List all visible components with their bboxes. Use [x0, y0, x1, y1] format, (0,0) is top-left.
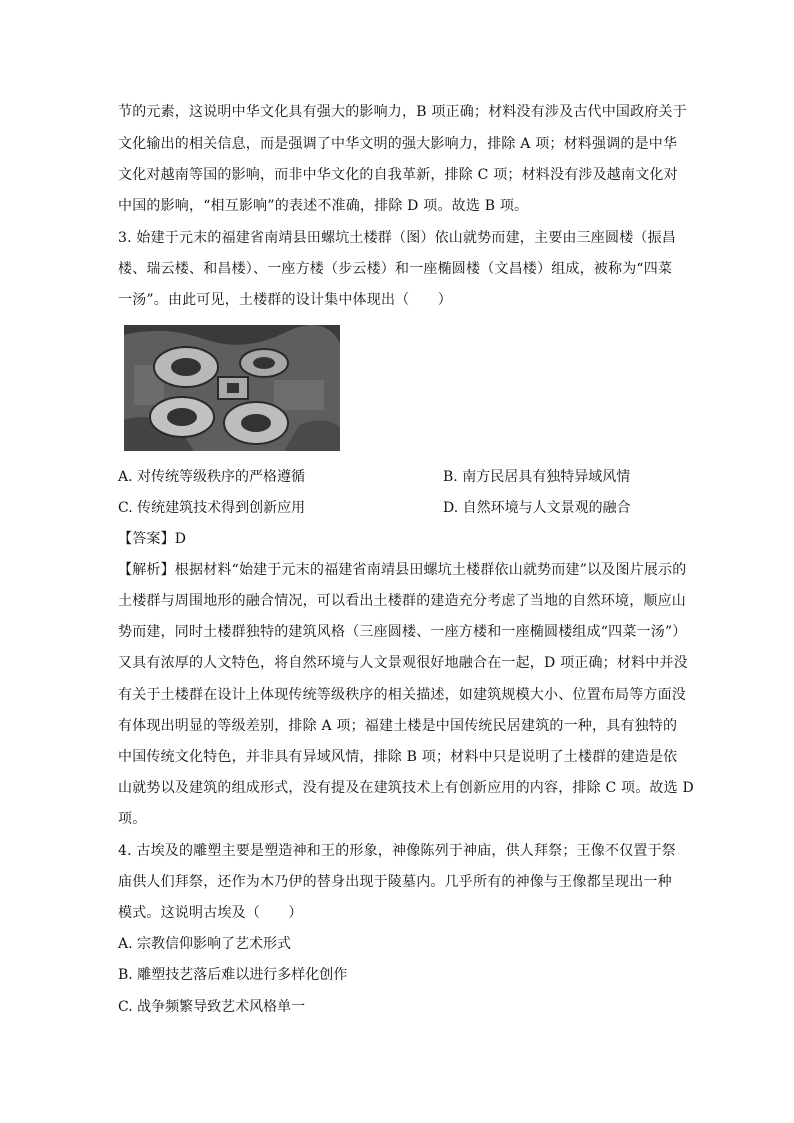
option-c: C. 传统建筑技术得到创新应用 [118, 500, 306, 516]
analysis-line: 有体现出明显的等级差别，排除 A 项；福建土楼是中国传统民居建筑的一种，具有独特的 [118, 718, 678, 734]
analysis-line: 土楼群与周围地形的融合情况，可以看出土楼群的建造充分考虑了当地的自然环境，顺应山 [118, 593, 686, 609]
question-3-stem: 一汤”。由此可见，土楼群的设计集中体现出（ ） [118, 292, 452, 308]
question-4-stem: 模式。这说明古埃及（ ） [118, 905, 303, 921]
analysis-line: 势而建，同时土楼群独特的建筑风格（三座圆楼、一座方楼和一座椭圆楼组成“四菜一汤”） [118, 624, 687, 640]
analysis-line: 有关于土楼群在设计上体现传统等级秩序的相关描述，如建筑规模大小、位置布局等方面没 [118, 687, 686, 703]
analysis-line: 又具有浓厚的人文特色，将自然环境与人文景观很好地融合在一起，D 项正确；材料中并没 [118, 655, 688, 671]
analysis-line: 中国传统文化特色，并非具有异域风情，排除 B 项；材料中只是说明了土楼群的建造是依 [118, 749, 678, 765]
option-c: C. 战争频繁导致艺术风格单一 [118, 999, 306, 1015]
analysis-line: 山就势以及建筑的组成形式，没有提及在建筑技术上有创新应用的内容，排除 C 项。故选 D [118, 780, 694, 796]
option-b: B. 南方民居具有独特异域风情 [443, 469, 631, 485]
answer-label: 【答案】D [118, 531, 187, 547]
question-3-stem: 3. 始建于元末的福建省南靖县田螺坑土楼群（图）依山就势而建，主要由三座圆楼（振昌 [118, 230, 677, 246]
option-a: A. 宗教信仰影响了艺术形式 [118, 936, 292, 952]
question-3-stem: 楼、瑞云楼、和昌楼）、一座方楼（步云楼）和一座椭圆楼（文昌楼）组成，被称为“四菜 [118, 261, 673, 277]
paragraph-line: 节的元素，这说明中华文化具有强大的影响力，B 项正确；材料没有涉及古代中国政府关于 [118, 104, 687, 120]
option-b: B. 雕塑技艺落后难以进行多样化创作 [118, 967, 348, 983]
option-a: A. 对传统等级秩序的严格遵循 [118, 469, 306, 485]
question-4-stem: 庙供人们拜祭，还作为木乃伊的替身出现于陵墓内。几乎所有的神像与王像都呈现出一种 [118, 874, 672, 890]
analysis-line: 【解析】根据材料“始建于元末的福建省南靖县田螺坑土楼群依山就势而建”以及图片展示的 [118, 562, 687, 578]
paragraph-line: 文化输出的相关信息，而是强调了中华文明的强大影响力，排除 A 项；材料强调的是中华 [118, 136, 678, 152]
analysis-line: 项。 [118, 811, 147, 827]
paragraph-line: 中国的影响，“相互影响”的表述不准确，排除 D 项。故选 B 项。 [118, 198, 529, 214]
option-d: D. 自然环境与人文景观的融合 [443, 500, 631, 516]
paragraph-line: 文化对越南等国的影响，而非中华文化的自我革新，排除 C 项；材料没有涉及越南文化对 [118, 167, 678, 183]
question-4-stem: 4. 古埃及的雕塑主要是塑造神和王的形象，神像陈列于神庙，供人拜祭；王像不仅置于祭 [118, 843, 677, 859]
tulou-aerial-photo [124, 325, 340, 451]
